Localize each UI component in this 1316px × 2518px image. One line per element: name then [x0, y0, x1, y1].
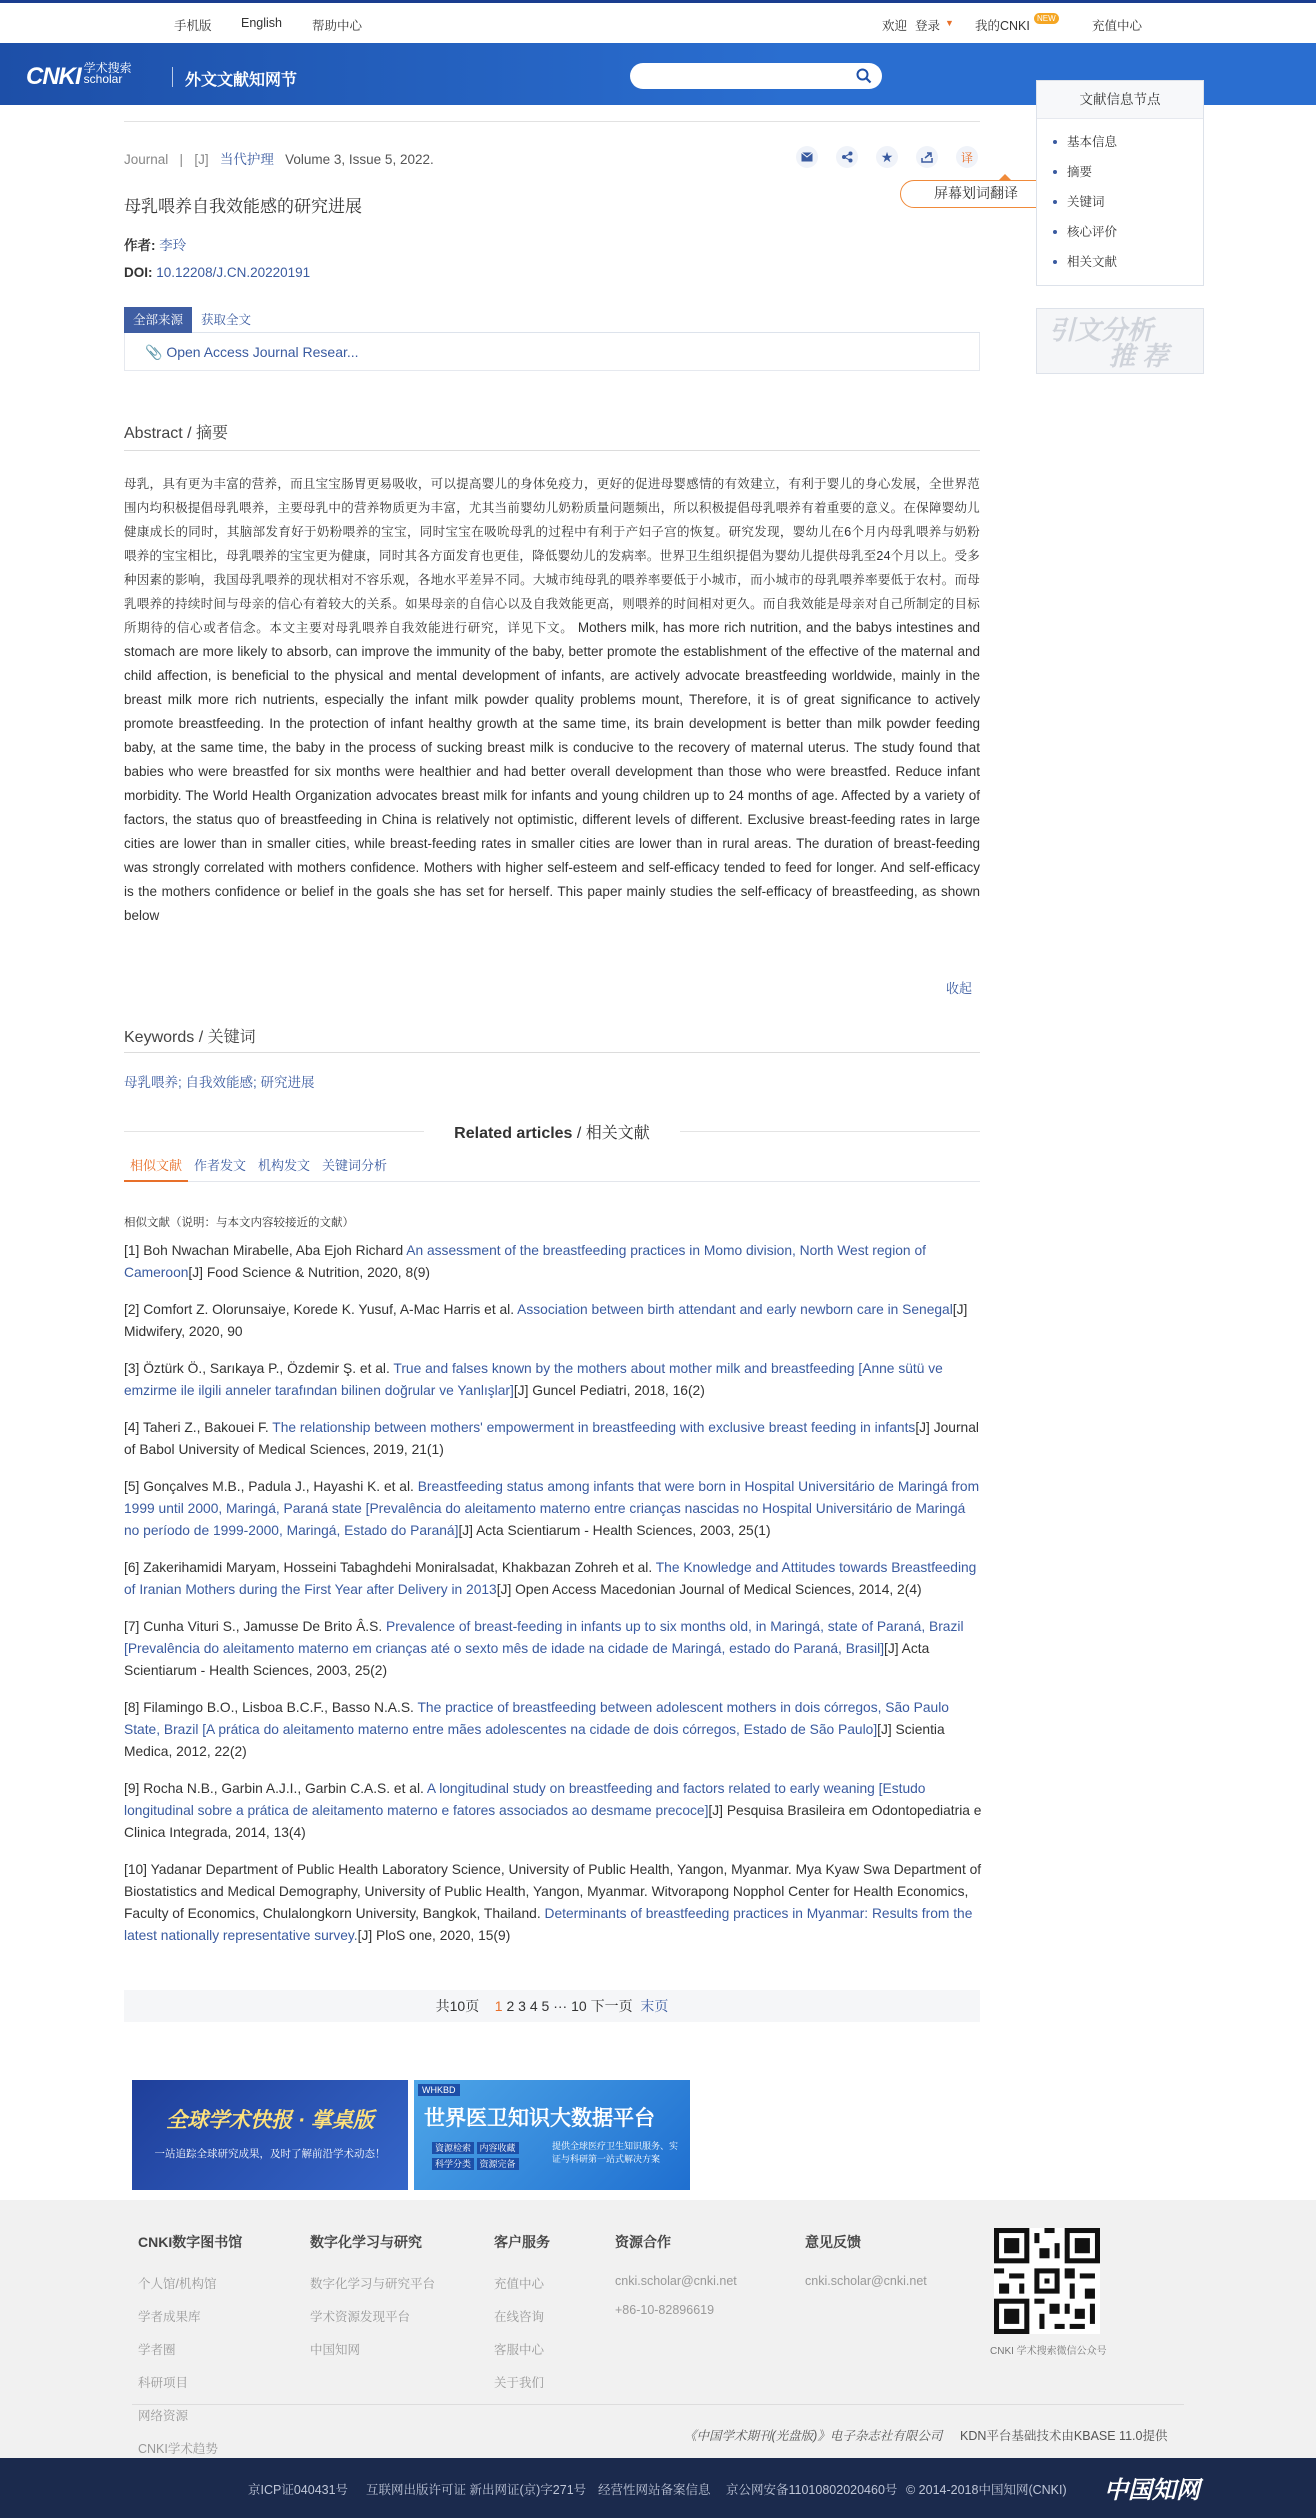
logo-divider — [172, 67, 173, 87]
reference-number: [6] — [124, 1560, 140, 1575]
footer-col-title: 意见反馈 — [805, 2234, 861, 2250]
reference-number: [8] — [124, 1700, 140, 1715]
reference-item — [124, 1557, 984, 1601]
footer-col-service — [494, 2232, 550, 2406]
reference-item — [124, 1778, 984, 1844]
related-heading — [0, 1120, 1104, 1143]
reference-item — [124, 1616, 984, 1682]
related-heading-en: Related articles — [454, 1125, 573, 1142]
cnki-mark-logo: 中国知网 — [1104, 2477, 1200, 2504]
total-pages: 共10页 — [435, 1998, 480, 2014]
bottom-bar — [0, 2458, 1316, 2518]
source-link[interactable]: Open Access Journal Resear... — [166, 344, 359, 360]
meta-separator: | — [179, 152, 184, 167]
logo-text: CNKI — [26, 63, 81, 90]
recharge-link[interactable]: 充值中心 — [1092, 19, 1143, 33]
ad-line-1: 引文分析 — [1049, 315, 1154, 345]
banner2-subtitle: 提供全球医疗卫生知识服务、实证与科研第一站式解决方案 — [552, 2141, 679, 2164]
reference-source: [J] Pesquisa Brasileira em Odontopediatria e Clinica Integrada, 2014, 13(4) — [124, 1803, 982, 1840]
qr-code-icon — [994, 2228, 1100, 2334]
footer-link[interactable]: 数字化学习与研究平台 — [310, 2277, 436, 2291]
article-meta — [124, 148, 434, 168]
side-item-basic-info[interactable]: 基本信息 — [1067, 133, 1203, 163]
tab-get-fulltext[interactable]: 获取全文 — [201, 313, 252, 327]
abstract-en: Mothers milk, has more rich nutrition, and the babys intestines and stomach are more likely to absorb, can improve the immunity of the baby, better promote the establishment of the effective of the maternal and child affection, is beneficial to the physical and mental development of infants, are actively advocate breastfeeding worldwide, mainly in the breast milk more rich nutrients, especially the infant milk powder quality problems mount, Therefore, it is of great significance to actively promote breastfeeding. In the protection of infant healthy growth at the same time, its brain development is better than milk powder feeding baby, at the same time, the baby in the process of sucking breast milk is conducive to the recovery of maternal uterus. The study found that babies who were breastfed for six months were healthier and had better overall development than those who were breastfed. Reduce infant morbidity. The World Health Organization advocates breast milk for infants and young children up to 24 months of age. Affected by a variety of factors, the status quo of breastfeeding in China is relatively not optimistic, different levels of different. Exclusive breast-feeding rates in large cities are lower than in smaller cities, while breast-feeding rates in smaller cities are lower than in rural areas. The duration of breast-feeding was strongly correlated with mothers confidence. Mothers with higher self-esteem and self-efficacy tended to feed for longer. And self-efficacy is the mothers confidence or belief in the goals she has set for herself. This paper mainly studies the self-efficacy of breastfeeding, as shown below — [124, 620, 980, 923]
banner2-pill-3: 科学分类 — [432, 2158, 474, 2170]
search-input[interactable] — [630, 63, 882, 89]
footer-link[interactable]: 充值中心 — [494, 2277, 545, 2291]
reference-title-link[interactable]: A longitudinal study on breastfeeding and factors related to early weaning [Estudo longitudinal sobre a prática de aleitamento materno e fatores associados ao desmame precoce] — [124, 1781, 926, 1818]
side-item-related[interactable]: 相关文献 — [1067, 253, 1203, 283]
article-type: [J] — [194, 152, 209, 167]
keywords-links[interactable]: 母乳喂养; 自我效能感; 研究进展 — [124, 1075, 315, 1090]
footer-link[interactable]: 关于我们 — [494, 2376, 545, 2390]
abstract-text — [124, 472, 980, 928]
reference-number: [1] — [124, 1243, 140, 1258]
footer-link[interactable]: 学者圈 — [138, 2343, 176, 2357]
keywords-divider — [124, 1052, 980, 1053]
related-note: 相似文献（说明：与本文内容较接近的文献） — [124, 1217, 354, 1229]
doi-link[interactable]: 10.12208/J.CN.20220191 — [156, 265, 311, 280]
abstract-heading-zh: / 摘要 — [187, 425, 229, 442]
pagination — [124, 1990, 980, 2022]
footer-email[interactable]: cnki.scholar@cnki.net — [805, 2274, 927, 2288]
reference-source: [J] PloS one, 2020, 15(9) — [357, 1928, 511, 1943]
footer-email[interactable]: cnki.scholar@cnki.net — [615, 2274, 737, 2288]
reference-authors: Comfort Z. Olorunsaiye, Korede K. Yusuf, A-Mac Harris et al. — [143, 1302, 515, 1317]
page-10[interactable]: 10 — [571, 1998, 587, 2014]
tab-institution-papers[interactable]: 机构发文 — [258, 1158, 311, 1173]
my-cnki-link[interactable]: 我的CNKI — [975, 19, 1030, 33]
logo-sub-en: scholar — [83, 72, 123, 86]
page-4[interactable]: 4 — [529, 1998, 538, 2014]
mail-icon[interactable] — [796, 146, 818, 168]
abstract-heading — [124, 420, 228, 443]
author-link[interactable]: 李玲 — [159, 238, 187, 253]
footer-link[interactable]: 客服中心 — [494, 2343, 545, 2357]
reference-source: [J] Acta Scientiarum - Health Sciences, 2003, 25(1) — [458, 1523, 771, 1538]
reference-item — [124, 1358, 984, 1402]
top-bar — [0, 3, 1316, 43]
footer-link[interactable]: 在线咨询 — [494, 2310, 545, 2324]
page-ellipsis: ··· — [553, 1998, 568, 2014]
author-label: 作者: — [124, 238, 156, 253]
side-nav-panel — [1036, 80, 1204, 286]
source-box — [124, 307, 980, 375]
reference-number: [10] — [124, 1862, 148, 1877]
footer-link[interactable]: 学术资源发现平台 — [310, 2310, 411, 2324]
icp-text[interactable]: 京ICP证040431号 — [248, 2483, 349, 2497]
link-icon: 📎 — [145, 344, 163, 360]
welcome-text: 欢迎 — [882, 19, 908, 33]
translate-icon[interactable]: 译 — [956, 146, 978, 168]
translate-tooltip: 屏幕划词翻译 — [900, 180, 1052, 208]
cnki-logo[interactable] — [26, 63, 132, 91]
page-2[interactable]: 2 — [506, 1998, 515, 2014]
volume-info: Volume 3, Issue 5, 2022. — [285, 152, 434, 167]
export-icon[interactable] — [916, 146, 938, 168]
banner2-title: 世界医卫知识大数据平台 — [424, 2107, 655, 2130]
footer-link[interactable]: 网络资源 — [138, 2409, 189, 2423]
tab-author-papers[interactable]: 作者发文 — [194, 1158, 247, 1173]
doi-row — [124, 265, 310, 280]
reference-title-link[interactable]: Prevalence of breast-feeding in infants up to six months old, in Maringá, state of Paraná, Brazil [Prevalência do aleitamento materno em crianças até o sexto mês de idade na cidade de Maringá, estado do Paraná, Brasil] — [124, 1619, 964, 1656]
reference-item — [124, 1240, 984, 1284]
footer-divider — [132, 2404, 1184, 2405]
page-1[interactable]: 1 — [494, 1998, 503, 2014]
reference-source: [J] Open Access Macedonian Journal of Medical Sciences, 2014, 2(4) — [496, 1582, 922, 1597]
english-link[interactable]: English — [241, 16, 282, 30]
side-item-keywords[interactable]: 关键词 — [1067, 193, 1203, 223]
copyright-text: © 2014-2018中国知网(CNKI) — [906, 2483, 1067, 2497]
police-text[interactable]: 京公网安备11010802020460号 — [726, 2483, 898, 2497]
banner1-subtitle: 一站追踪全球研究成果，及时了解前沿学术动态！ — [154, 2148, 386, 2160]
footer-link[interactable]: 个人馆/机构馆 — [138, 2277, 217, 2291]
banner-medical-platform[interactable] — [414, 2080, 690, 2190]
reference-item — [124, 1417, 984, 1461]
journal-label: Journal — [124, 152, 169, 167]
footer — [0, 2200, 1316, 2458]
reference-number: [4] — [124, 1420, 140, 1435]
license-text[interactable]: 互联网出版许可证 新出网证(京)字271号 — [366, 2483, 587, 2497]
abstract-heading-en: Abstract — [124, 425, 183, 442]
reference-authors: Cunha Vituri S., Jamusse De Brito Â.S. — [143, 1619, 383, 1634]
banner2-tag: WHKBD — [418, 2084, 460, 2096]
footer-col-library — [138, 2232, 242, 2472]
reference-title-link[interactable]: An assessment of the breastfeeding practices in Momo division, North West region of Cameroon — [124, 1243, 926, 1280]
banner2-pill-4: 资源完备 — [477, 2158, 519, 2170]
new-badge: NEW — [1034, 13, 1059, 24]
citation-analysis-ad[interactable] — [1036, 308, 1204, 374]
page-5[interactable]: 5 — [541, 1998, 550, 2014]
divider — [124, 121, 980, 122]
reference-item — [124, 1697, 984, 1763]
reference-number: [2] — [124, 1302, 140, 1317]
footer-link[interactable]: 科研项目 — [138, 2376, 189, 2390]
side-item-abstract[interactable]: 摘要 — [1067, 163, 1203, 193]
reference-item — [124, 1476, 984, 1542]
reference-source: [J] Guncel Pediatri, 2018, 16(2) — [513, 1383, 705, 1398]
reference-source: [J] Journal of Babol University of Medical Sciences, 2019, 21(1) — [124, 1420, 979, 1457]
author-row — [124, 234, 186, 254]
logo-sub-cn: 学术搜索 — [83, 61, 132, 75]
star-icon[interactable]: ★ — [876, 146, 898, 168]
reference-authors: Filamingo B.O., Lisboa B.C.F., Basso N.A.S. — [143, 1700, 414, 1715]
footer-col-title: 资源合作 — [615, 2234, 671, 2250]
banner-academic-express[interactable] — [132, 2080, 408, 2190]
reference-item — [124, 1859, 984, 1947]
chevron-down-icon[interactable]: ▼ — [945, 18, 954, 28]
reference-list — [124, 1240, 984, 1962]
source-row — [124, 333, 980, 371]
reference-number: [3] — [124, 1361, 140, 1376]
tab-all-sources[interactable]: 全部来源 — [124, 307, 192, 333]
login-link[interactable]: 登录 — [915, 19, 941, 33]
kdn-text: KDN平台基础技术由KBASE 11.0提供 — [960, 2429, 1168, 2443]
source-tabs — [124, 307, 980, 333]
page-3[interactable]: 3 — [518, 1998, 526, 2014]
side-nav-title: 文献信息节点 — [1037, 81, 1203, 119]
reference-authors: Yadanar Department of Public Health Laboratory Science, University of Public Health, Yangon, Myanmar. Mya Kyaw Swa Department of Biostatistics and Medical Demography, University of Public Health, Yangon, Myanmar. Witvorapong Nopphol Center for Health Economics, Faculty of Economics, Chulalongkorn University, Bangkok, Thailand. — [124, 1862, 982, 1921]
next-page[interactable]: 下一页 — [590, 1998, 633, 2014]
site-name: 外文文献知网节 — [185, 72, 298, 89]
help-link[interactable]: 帮助中心 — [312, 19, 363, 33]
reference-authors: Taheri Z., Bakouei F. — [142, 1420, 269, 1435]
footer-col-title: 数字化学习与研究 — [310, 2234, 422, 2250]
collapse-link[interactable]: 收起 — [946, 981, 973, 996]
keywords-heading-en: Keywords — [124, 1029, 195, 1046]
footer-col-feedback — [805, 2232, 927, 2303]
reference-authors: Öztürk Ö., Sarıkaya P., Özdemir Ş. et al. — [143, 1361, 390, 1376]
reference-title-link[interactable]: Breastfeeding status among infants that were born in Hospital Universitário de Maringá from 1999 until 2000, Maringá, Paraná state [Prevalência do aleitamento materno entre crianças nascidas no Hospital Universitário de Maringá no período de 1999-2000, Maringá, Estado do Paraná] — [124, 1479, 980, 1538]
qr-caption: CNKI 学术搜索微信公众号 — [990, 2346, 1107, 2357]
tab-keyword-analysis[interactable]: 关键词分析 — [322, 1158, 388, 1173]
footer-phone: +86-10-82896619 — [615, 2303, 715, 2317]
footer-col-title: CNKI数字图书馆 — [138, 2234, 243, 2250]
reference-title-link[interactable]: The relationship between mothers' empowerment in breastfeeding with exclusive breast feeding in infants — [272, 1420, 916, 1435]
reference-source: [J] Midwifery, 2020, 90 — [124, 1302, 968, 1339]
reference-authors: Gonçalves M.B., Padula J., Hayashi K. et al. — [143, 1479, 414, 1494]
reference-item — [124, 1299, 984, 1343]
footer-col-title: 客户服务 — [494, 2234, 550, 2250]
reference-authors: Rocha N.B., Garbin A.J.I., Garbin C.A.S. et al. — [143, 1781, 424, 1796]
footer-col-learning — [310, 2232, 435, 2373]
last-page[interactable]: 末页 — [640, 1998, 669, 2014]
footer-link[interactable]: 中国知网 — [310, 2343, 361, 2357]
reference-number: [7] — [124, 1619, 140, 1634]
reference-source: [J] Food Science & Nutrition, 2020, 8(9) — [188, 1265, 430, 1280]
footer-link[interactable]: CNKI学术趋势 — [138, 2442, 218, 2456]
reference-title-link[interactable]: Association between birth attendant and early newborn care in Senegal — [517, 1302, 953, 1317]
related-heading-zh: / 相关文献 — [576, 1125, 650, 1142]
keywords-heading-zh: / 关键词 — [198, 1029, 256, 1046]
reference-number: [5] — [124, 1479, 140, 1494]
reference-source: [J] Acta Scientiarum - Health Sciences, 2003, 25(2) — [124, 1641, 930, 1678]
banner1-title: 全球学术快报 · 掌桌版 — [166, 2109, 374, 2132]
mobile-link[interactable]: 手机版 — [174, 19, 212, 33]
reference-source: [J] Scientia Medica, 2012, 22(2) — [124, 1722, 945, 1759]
abstract-divider — [124, 450, 980, 451]
banner2-pill-1: 資源检索 — [432, 2142, 474, 2154]
footer-col-cooperation — [615, 2232, 737, 2332]
doi-label: DOI: — [124, 265, 153, 280]
ad-line-2: 推 荐 — [1109, 341, 1169, 371]
reference-number: [9] — [124, 1781, 140, 1796]
tab-similar[interactable]: 相似文献 — [124, 1152, 188, 1182]
footer-link[interactable]: 学者成果库 — [138, 2310, 201, 2324]
reference-title-link[interactable]: The Knowledge and Attitudes towards Breastfeeding of Iranian Mothers during the First Year after Delivery in 2013 — [124, 1560, 977, 1597]
reference-title-link[interactable]: True and falses known by the mothers about mother milk and breastfeeding [Anne sütü ve emzirme ile ilgili anneler tarafından bilinen doğrular ve Yanlışlar] — [124, 1361, 943, 1398]
share-icon[interactable] — [836, 146, 858, 168]
abstract-zh: 母乳，具有更为丰富的营养，而且宝宝肠胃更易吸收，可以提高婴儿的身体免疫力，更好的促进母婴感情的有效建立，有利于婴儿的身心发展，全世界范围内均积极提倡母乳喂养，主要母乳中的营养物质更为丰富，尤其当前婴幼儿奶粉质量问题频出，所以积极提倡母乳喂养有着重要的意义。在保障婴幼儿健康成长的同时，其脑部发育好于奶粉喂养的宝宝，同时宝宝在吸吮母乳的过程中有利于产妇子宫的恢复。研究发现，婴幼儿在6个月内母乳喂养与奶粉喂养的宝宝相比，母乳喂养的宝宝更为健康，同时其各方面发育也更佳，降低婴幼儿的发病率。世界卫生组织提倡为婴幼儿提供母乳至24个月以上。受多种因素的影响，我国母乳喂养的现状相对不容乐观，各地水平差异不同。大城市纯母乳的喂养率要低于小城市，而小城市的母乳喂养率要低于农村。而母乳喂养的持续时间与母亲的信心有着较大的关系。如果母亲的自信心以及自我效能更高，则喂养的时间相对更久。而自我效能是母亲对自己所制定的目标所期待的信心或者信念。本文主要对母乳喂养自我效能进行研究，详见下文。 — [124, 477, 980, 635]
side-item-evaluation[interactable]: 核心评价 — [1067, 223, 1203, 253]
reference-title-link[interactable]: Determinants of breastfeeding practices in Myanmar: Results from the latest nationally representative survey. — [124, 1906, 973, 1943]
publisher-text: 《中国学术期刊(光盘版)》电子杂志社有限公司 — [684, 2429, 943, 2443]
banner2-pill-2: 内容收藏 — [477, 2142, 519, 2154]
reference-authors: Boh Nwachan Mirabelle, Aba Ejoh Richard — [143, 1243, 404, 1258]
related-tabs — [124, 1152, 980, 1182]
reference-authors: Zakerihamidi Maryam, Hosseini Tabaghdehi Moniralsadat, Khakbazan Zohreh et al. — [143, 1560, 653, 1575]
journal-name-link[interactable]: 当代护理 — [219, 152, 274, 167]
reference-title-link[interactable]: The practice of breastfeeding between adolescent mothers in dois córregos, São Paulo State, Brazil [A prática do aleitamento materno entre mães adolescentes na cidade de dois córregos, Estado de São Paulo] — [124, 1700, 949, 1737]
keywords-heading — [124, 1024, 256, 1047]
search-icon[interactable] — [856, 68, 872, 84]
article-title: 母乳喂养自我效能感的研究进展 — [124, 197, 362, 216]
record-text[interactable]: 经营性网站备案信息 — [598, 2483, 711, 2497]
